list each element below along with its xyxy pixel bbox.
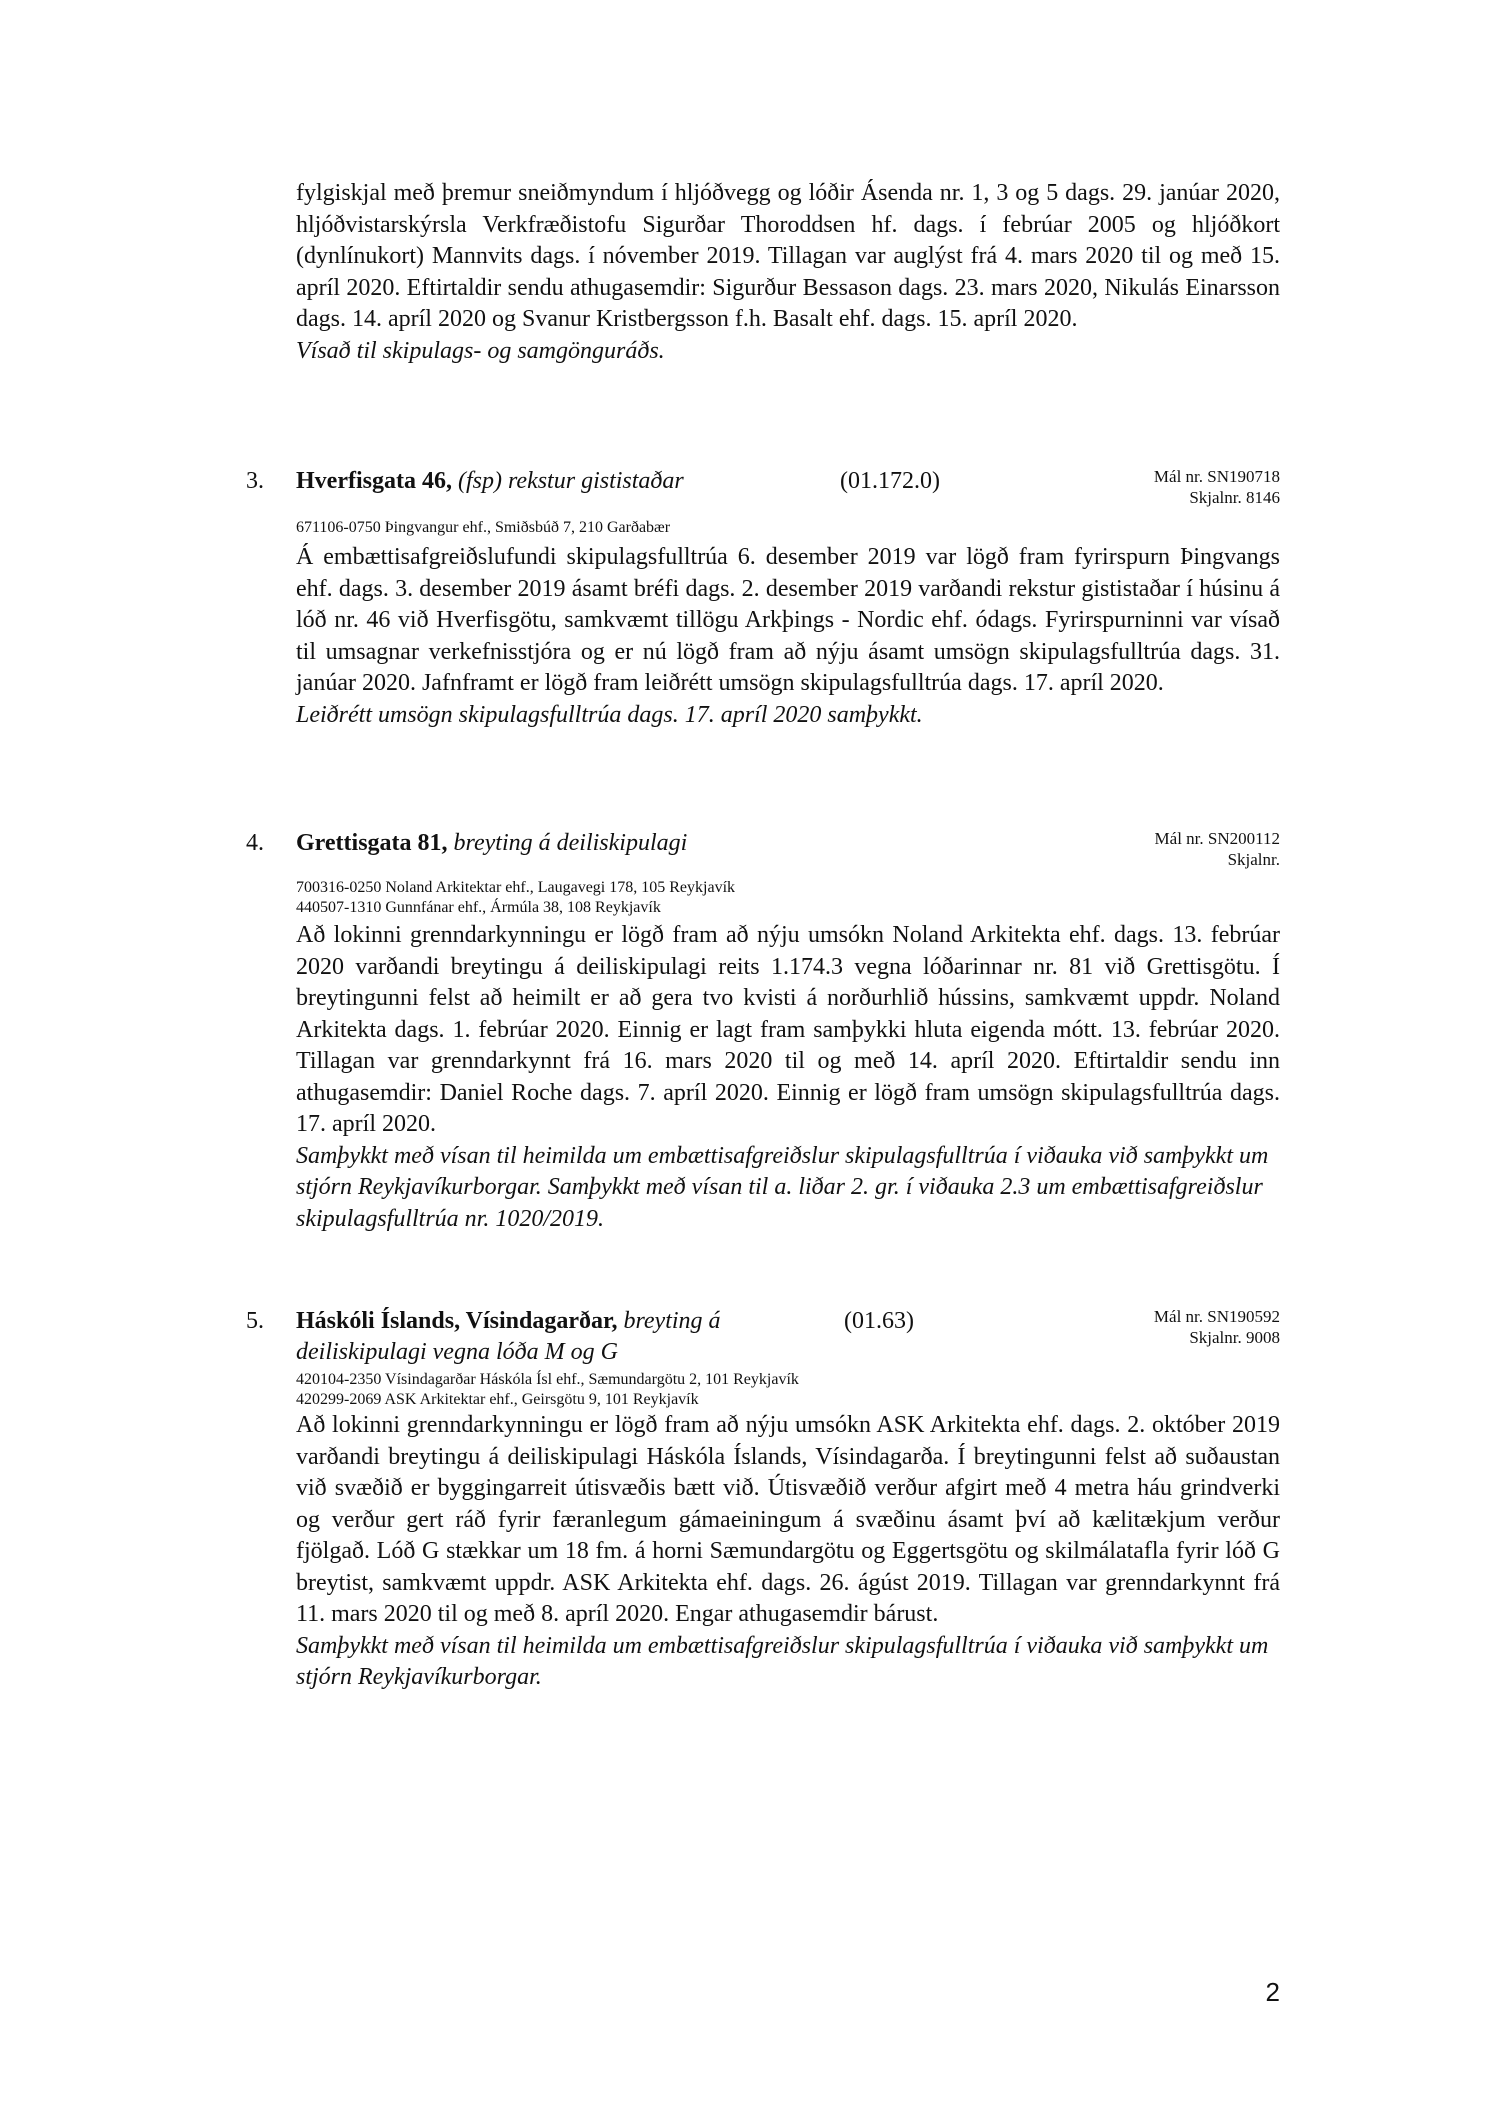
item-text: Að lokinni grenndarkynningu er lögð fram að nýju umsókn Noland Arkitekta ehf. dags. 13. febrúar 2020 varðandi breytingu á deiliskipulagi reits 1.174.3 vegna lóðarinnar nr. 81 við Grettisgötu. Í breytingunni felst að heimilt er að gera tvo kvisti á norðurhlið hússins, samkvæmt uppdr. Noland Arkitekta dags. 1. febrúar 2020. Einnig er lagt fram samþykki hluta eigenda mótt. 13. febrúar 2020. Tillagan var grenndarkynnt frá 16. mars 2020 til og með 14. apríl 2020. Eftirtaldir sendu inn athugasemdir: Daniel Roche dags. 7. apríl 2020. Einnig er lögð fram umsögn skipulagsfulltrúa dags. 17. apríl 2020.	[296, 922, 1280, 1137]
item-title-italic: (fsp) rekstur gististaðar	[457, 468, 684, 494]
item-body	[296, 1410, 1280, 1694]
item-parties	[296, 518, 670, 538]
item-title-bold: Hverfisgata 46,	[296, 468, 452, 494]
item-title	[296, 1306, 721, 1338]
item-title-italic: breyting á deiliskipulagi	[453, 830, 688, 856]
item-body	[296, 920, 1280, 1235]
item-parties	[296, 878, 735, 917]
mal-nr: Mál nr. SN190592	[1153, 1307, 1280, 1326]
party-line: 700316-0250 Noland Arkitektar ehf., Laugavegi 178, 105 Reykjavík	[296, 879, 736, 896]
item-parties	[296, 1370, 799, 1409]
item-meta	[1154, 466, 1280, 508]
item-conclusion: Samþykkt með vísan til heimilda um embættisafgreiðslur skipulagsfulltrúa í viðauka við samþykkt um stjórn Reykjavíkurborgar. Samþykkt með vísan til a. liðar 2. gr. í viðauka 2.3 um embættisafgreiðslur skipulagsfulltrúa nr. 1020/2019.	[296, 1142, 1269, 1232]
item-conclusion: Samþykkt með vísan til heimilda um embættisafgreiðslur skipulagsfulltrúa í viðauka við samþykkt um stjórn Reykjavíkurborgar.	[296, 1632, 1269, 1690]
intro-text: fylgiskjal með þremur sneiðmyndum í hljóðvegg og lóðir Ásenda nr. 1, 3 og 5 dags. 29. janúar 2020, hljóðvistarskýrsla Verkfræðistofu Sigurðar Thoroddsen hf. dags. í febrúar 2005 og hljóðkort (dynlínukort) Mannvits dags. í nóvember 2019. Tillagan var auglýst frá 4. mars 2020 til og með 15. apríl 2020. Eftirtaldir sendu athugasemdir: Sigurður Bessason dags. 23. mars 2020, Nikulás Einarsson dags. 14. apríl 2020 og Svanur Kristbergsson f.h. Basalt ehf. dags. 15. apríl 2020.	[296, 180, 1280, 332]
intro-block	[296, 178, 1280, 367]
page-number: 2	[1265, 1977, 1280, 2007]
item-title-italic: breyting á	[623, 1308, 721, 1334]
item-meta	[1155, 828, 1280, 870]
item-text: Á embættisafgreiðslufundi skipulagsfulltrúa 6. desember 2019 var lögð fram fyrirspurn Þingvangs ehf. dags. 3. desember 2019 ásamt bréfi dags. 2. desember 2019 varðandi rekstur gististaðar í húsinu á lóð nr. 46 við Hverfisgötu, samkvæmt tillögu Arkþings - Nordic ehf. ódags. Fyrirspurninni var vísað til umsagnar verkefnisstjóra og er nú lögð fram að nýju ásamt umsögn skipulagsfulltrúa dags. 31. janúar 2020. Jafnframt er lögð fram leiðrétt umsögn skipulagsfulltrúa dags. 17. apríl 2020.	[296, 544, 1280, 696]
skjalnr: Skjalnr. 9008	[1189, 1328, 1280, 1347]
item-title-bold: Grettisgata 81,	[296, 830, 448, 856]
item-text: Að lokinni grenndarkynningu er lögð fram að nýju umsókn ASK Arkitekta ehf. dags. 2. október 2019 varðandi breytingu á deiliskipulagi Háskóla Íslands, Vísindagarða. Í breytingunni felst að suðaustan við svæðið er byggingarreit útisvæðis bætt við. Útisvæðið verður afgirt með 4 metra háu grindverki og verður gert ráð fyrir færanlegum gámaeiningum á svæðinu ásamt því að kælitækjum verður fjölgað. Lóð G stækkar um 18 fm. á horni Sæmundargötu og Eggertsgötu og skilmálatafla fyrir lóð G breytist, samkvæmt uppdr. ASK Arkitekta ehf. dags. 26. ágúst 2019. Tillagan var grenndarkynnt frá 11. mars 2020 til og með 8. apríl 2020. Engar athugasemdir bárust.	[296, 1412, 1280, 1627]
party-line: 420104-2350 Vísindagarðar Háskóla Ísl ehf., Sæmundargötu 2, 101 Reykjavík	[296, 1371, 799, 1388]
item-title	[296, 466, 684, 498]
skjalnr: Skjalnr.	[1227, 850, 1280, 869]
item-title-italic-line2: deiliskipulagi vegna lóða M og G	[296, 1339, 618, 1365]
mal-nr: Mál nr. SN190718	[1153, 467, 1280, 486]
item-meta	[1154, 1306, 1280, 1348]
item-code: (01.172.0)	[840, 468, 940, 494]
item-number: 5.	[246, 1308, 264, 1334]
item-number: 3.	[246, 468, 264, 494]
mal-nr: Mál nr. SN200112	[1154, 829, 1280, 848]
item-title-bold: Háskóli Íslands, Vísindagarðar,	[296, 1308, 618, 1334]
party-line: 420299-2069 ASK Arkitektar ehf., Geirsgötu 9, 101 Reykjavík	[296, 1390, 699, 1408]
item-title	[296, 828, 687, 860]
item-body	[296, 542, 1280, 731]
item-number: 4.	[246, 830, 264, 856]
item-conclusion: Leiðrétt umsögn skipulagsfulltrúa dags. 17. apríl 2020 samþykkt.	[296, 701, 923, 728]
item-code: (01.63)	[844, 1308, 914, 1334]
intro-conclusion: Vísað til skipulags- og samgönguráðs.	[296, 337, 665, 364]
item-title-line2	[296, 1337, 618, 1369]
skjalnr: Skjalnr. 8146	[1189, 488, 1280, 507]
party-line: 440507-1310 Gunnfánar ehf., Ármúla 38, 108 Reykjavík	[296, 898, 661, 916]
party-line: 671106-0750 Þingvangur ehf., Smiðsbúð 7, 210 Garðabær	[296, 519, 671, 536]
